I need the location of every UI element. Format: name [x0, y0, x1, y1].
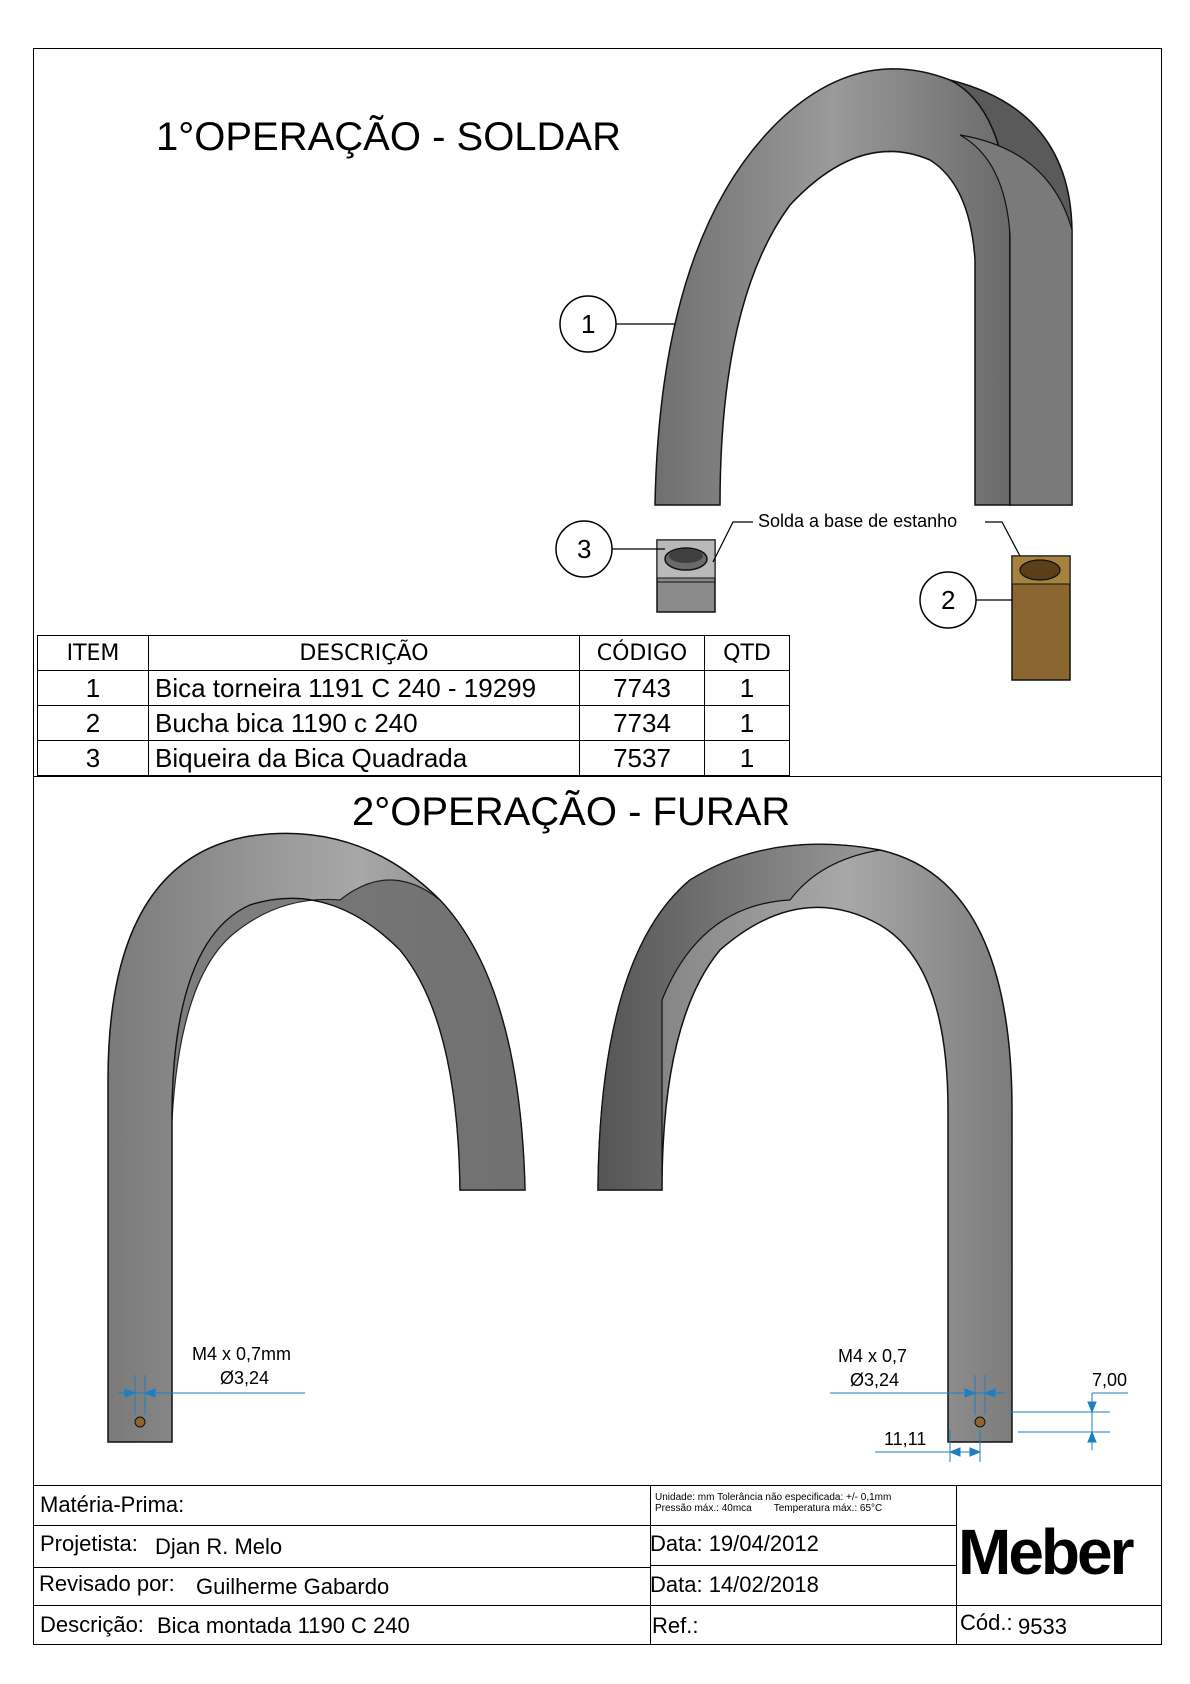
meber-logo: Meber: [958, 1516, 1132, 1588]
bom-descricao: Bica torneira 1191 C 240 - 19299: [149, 671, 580, 706]
data-revised: Data: 14/02/2018: [650, 1572, 819, 1597]
bill-of-materials: [37, 635, 790, 776]
bom-header-row: [38, 636, 790, 671]
horizontal-offset-label: 11,11: [884, 1429, 927, 1449]
bom-item: 2: [38, 706, 149, 741]
bom-descricao: Biqueira da Bica Quadrada: [149, 741, 580, 776]
descricao-label: Descrição:: [40, 1612, 144, 1637]
section-divider: [33, 776, 1162, 777]
bushing-part-2: [1012, 556, 1070, 680]
spout-part-1: [655, 69, 1072, 505]
weld-note: Solda a base de estanho: [758, 511, 958, 531]
cod-value: 9533: [1018, 1614, 1067, 1639]
bom-header-item: ITEM: [38, 636, 149, 671]
data-created: Data: 19/04/2012: [650, 1531, 819, 1556]
operation-2-title: 2°OPERAÇÃO - FURAR: [352, 790, 791, 834]
table-row: [38, 741, 790, 776]
callout-2: [920, 572, 1012, 628]
descricao-value: Bica montada 1190 C 240: [157, 1613, 410, 1638]
bom-qtd: 1: [705, 671, 790, 706]
title-block-top-line: [33, 1485, 1162, 1486]
bom-codigo: 7743: [580, 671, 705, 706]
tip-part-3: [657, 540, 715, 612]
callout-3-number: 3: [577, 534, 592, 564]
callout-3: [556, 521, 665, 577]
spout-left-view: [108, 833, 525, 1442]
callout-1: [560, 296, 675, 352]
spout-right-view: [598, 844, 1012, 1442]
table-row: [38, 671, 790, 706]
bom-qtd: 1: [705, 741, 790, 776]
revisado-label: Revisado por:: [39, 1571, 175, 1596]
bom-header-codigo: CÓDIGO: [580, 636, 705, 671]
bom-item: 1: [38, 671, 149, 706]
bom-codigo: 7734: [580, 706, 705, 741]
callout-2-number: 2: [941, 585, 956, 615]
notes-line-2: Pressão máx.: 40mca Temperatura máx.: 65°C: [655, 1503, 883, 1514]
cod-label: Cód.:: [960, 1610, 1013, 1635]
materia-prima-label: Matéria-Prima:: [40, 1492, 185, 1517]
table-row: [38, 706, 790, 741]
right-thread-label: M4 x 0,7: [838, 1346, 908, 1366]
bom-header-qtd: QTD: [705, 636, 790, 671]
projetista-label: Projetista:: [40, 1531, 138, 1556]
notes-line-1: Unidade: mm Tolerância não especificada: +/- 0,1mm: [655, 1492, 892, 1503]
callout-1-number: 1: [581, 309, 596, 339]
bom-qtd: 1: [705, 706, 790, 741]
vertical-offset-label: 7,00: [1092, 1370, 1128, 1390]
bom-codigo: 7537: [580, 741, 705, 776]
left-thread-label: M4 x 0,7mm: [192, 1344, 292, 1364]
revisado-value: Guilherme Gabardo: [196, 1574, 390, 1599]
projetista-value: Djan R. Melo: [155, 1534, 283, 1559]
bom-descricao: Bucha bica 1190 c 240: [149, 706, 580, 741]
right-diameter-label: Ø3,24: [850, 1370, 900, 1390]
left-diameter-label: Ø3,24: [220, 1368, 270, 1388]
operation-1-title: 1°OPERAÇÃO - SOLDAR: [156, 115, 621, 159]
ref-label: Ref.:: [652, 1613, 699, 1638]
bom-item: 3: [38, 741, 149, 776]
bom-header-descricao: DESCRIÇÃO: [149, 636, 580, 671]
